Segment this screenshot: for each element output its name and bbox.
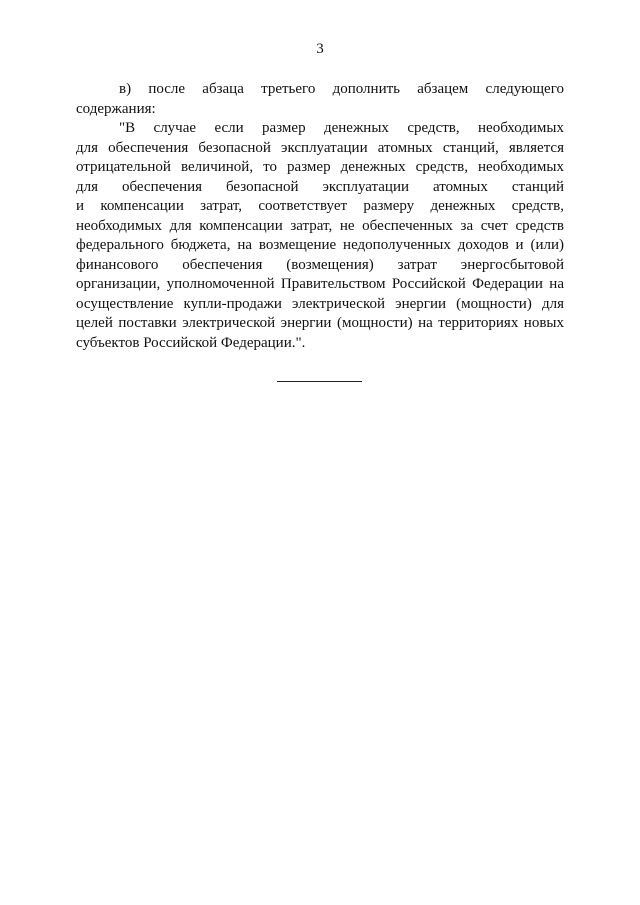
quoted-paragraph-line: и компенсации затрат, соответствует размеру денежных средств, (76, 198, 564, 214)
quoted-paragraph-line: организации, уполномоченной Правительством Российской Федерации на (76, 276, 564, 292)
quoted-paragraph-line: необходимых для компенсации затрат, не обеспеченных за счет средств (76, 217, 564, 234)
document-body (76, 80, 564, 353)
page-number: 3 (316, 41, 324, 57)
quoted-paragraph-line: для обеспечения безопасной эксплуатации атомных станций, является (76, 139, 564, 156)
quoted-paragraph-line: субъектов Российской Федерации.". (76, 334, 306, 351)
end-separator-line (277, 381, 362, 382)
quoted-paragraph-line: отрицательной величиной, то размер денежных средств, необходимых (76, 159, 564, 175)
quoted-paragraph-line: осуществление купли-продажи электрической энергии (мощности) для (76, 295, 564, 312)
quoted-paragraph-line: для обеспечения безопасной эксплуатации атомных станций (76, 178, 564, 195)
quoted-paragraph-line: "В случае если размер денежных средств, необходимых (119, 120, 564, 136)
amendment-intro-line: содержания: (76, 100, 156, 117)
quoted-paragraph-line: федерального бюджета, на возмещение недополученных доходов и (или) (76, 237, 564, 253)
amendment-intro-line: в) после абзаца третьего дополнить абзацем следующего (119, 81, 564, 97)
quoted-paragraph-line: финансового обеспечения (возмещения) затрат энергосбытовой (76, 256, 564, 273)
quoted-paragraph-line: целей поставки электрической энергии (мощности) на территориях новых (76, 315, 564, 331)
